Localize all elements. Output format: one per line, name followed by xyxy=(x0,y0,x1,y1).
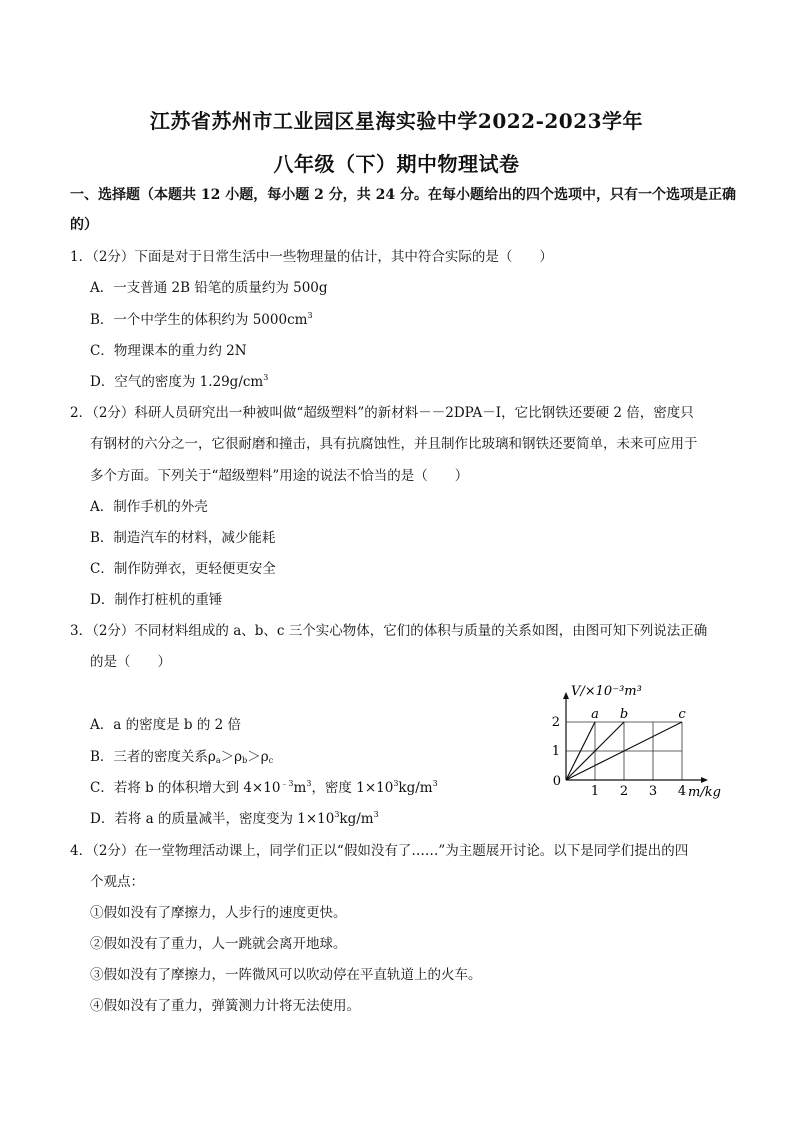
q2-option-c: C．制作防弹衣，更轻便更安全 xyxy=(90,561,276,577)
q4-point-2: ②假如没有了重力，人一跳就会离开地球。 xyxy=(90,936,347,952)
paper-title: 江苏省苏州市工业园区星海实验中学2022-2023学年 xyxy=(149,109,644,133)
q1-option-c: C．物理课本的重力约 2N xyxy=(90,343,247,359)
y-tick-label: 2 xyxy=(551,715,560,730)
q3-option-b: B．三者的密度关系$\rho_a>\rho_b>\rho_c$ xyxy=(90,749,274,765)
q3-option-d: D．若将 a 的质量减半，密度变为 $1\times 10^3kg/m^3$ xyxy=(90,810,379,827)
q1-option-d: D．空气的密度为 $1.29g/cm^3$ xyxy=(90,373,269,390)
q1-option-a: A．一支普通 2B 铅笔的质量约为 500g xyxy=(90,280,328,296)
x-axis-label: m/kg xyxy=(688,785,721,800)
y-tick-label: 1 xyxy=(551,744,560,759)
origin-label: 0 xyxy=(552,774,561,789)
q2-option-d: D．制作打桩机的重锤 xyxy=(90,592,223,608)
q4-point-1: ①假如没有了摩擦力，人步行的速度更快。 xyxy=(90,905,347,921)
series-label-b: b xyxy=(619,707,629,722)
x-axis-arrow xyxy=(701,777,708,783)
section-heading: 一、选择题（本题共 12 小题，每小题 2 分，共 24 分。在每小题给出的四个选项中，只有一个选项是正确 xyxy=(70,187,736,203)
q1-stem: 1．（2分）下面是对于日常生活中一些物理量的估计，其中符合实际的是（ ） xyxy=(70,249,553,265)
q2-stem-1: 2．（2分）科研人员研究出一种被叫做“超级塑料”的新材料－－2DPA－I，它比钢铁还要硬 2 倍，密度只 xyxy=(70,405,694,421)
q3-option-c: C．若将 b 的体积增大到 $4\times 10^{﹣3}m^3$，密度 $1\times 10^3kg/m^3$ xyxy=(90,779,438,796)
volume-mass-chart-svg xyxy=(550,675,730,800)
q4-point-3: ③假如没有了摩擦力，一阵微风可以吹动停在平直轨道上的火车。 xyxy=(90,967,482,983)
q4-stem-2: 个观点： xyxy=(90,874,144,890)
q4-stem-1: 4．（2分）在一堂物理活动课上，同学们正以“假如没有了……”为主题展开讨论。以下是同学们提出的四 xyxy=(70,843,689,859)
q4-point-4: ④假如没有了重力，弹簧测力计将无法使用。 xyxy=(90,998,360,1014)
y-axis-label: V/×10⁻³m³ xyxy=(571,684,642,699)
series-label-c: c xyxy=(678,707,686,722)
x-tick-label: 1 xyxy=(590,784,600,799)
q2-option-a: A．制作手机的外壳 xyxy=(90,499,208,515)
q2-stem-3: 多个方面。下列关于“超级塑料”用途的说法不恰当的是（ ） xyxy=(90,468,469,484)
x-tick-label: 4 xyxy=(677,784,687,799)
q3-option-a: A．a 的密度是 b 的 2 倍 xyxy=(90,717,241,733)
y-axis-arrow xyxy=(563,692,569,699)
x-tick-label: 2 xyxy=(619,784,629,799)
q2-option-b: B．制造汽车的材料，减少能耗 xyxy=(90,530,276,546)
section-heading-cont: 的） xyxy=(70,217,98,233)
series-label-a: a xyxy=(591,707,599,722)
q2-stem-2: 有钢材的六分之一，它很耐磨和撞击，具有抗腐蚀性，并且制作比玻璃和钢铁还要简单，未来可应用于 xyxy=(90,436,698,452)
x-tick-label: 3 xyxy=(648,784,658,799)
q3-stem-2: 的是（ ） xyxy=(90,654,171,670)
paper-subtitle: 八年级（下）期中物理试卷 xyxy=(273,152,520,176)
q1-option-b: B．一个中学生的体积约为 $5000cm^3$ xyxy=(90,311,313,328)
q3-stem-1: 3．（2分）不同材料组成的 a、b、c 三个实心物体，它们的体积与质量的关系如图，由图可知下列说法正确 xyxy=(70,623,708,639)
volume-mass-graph xyxy=(550,675,730,800)
